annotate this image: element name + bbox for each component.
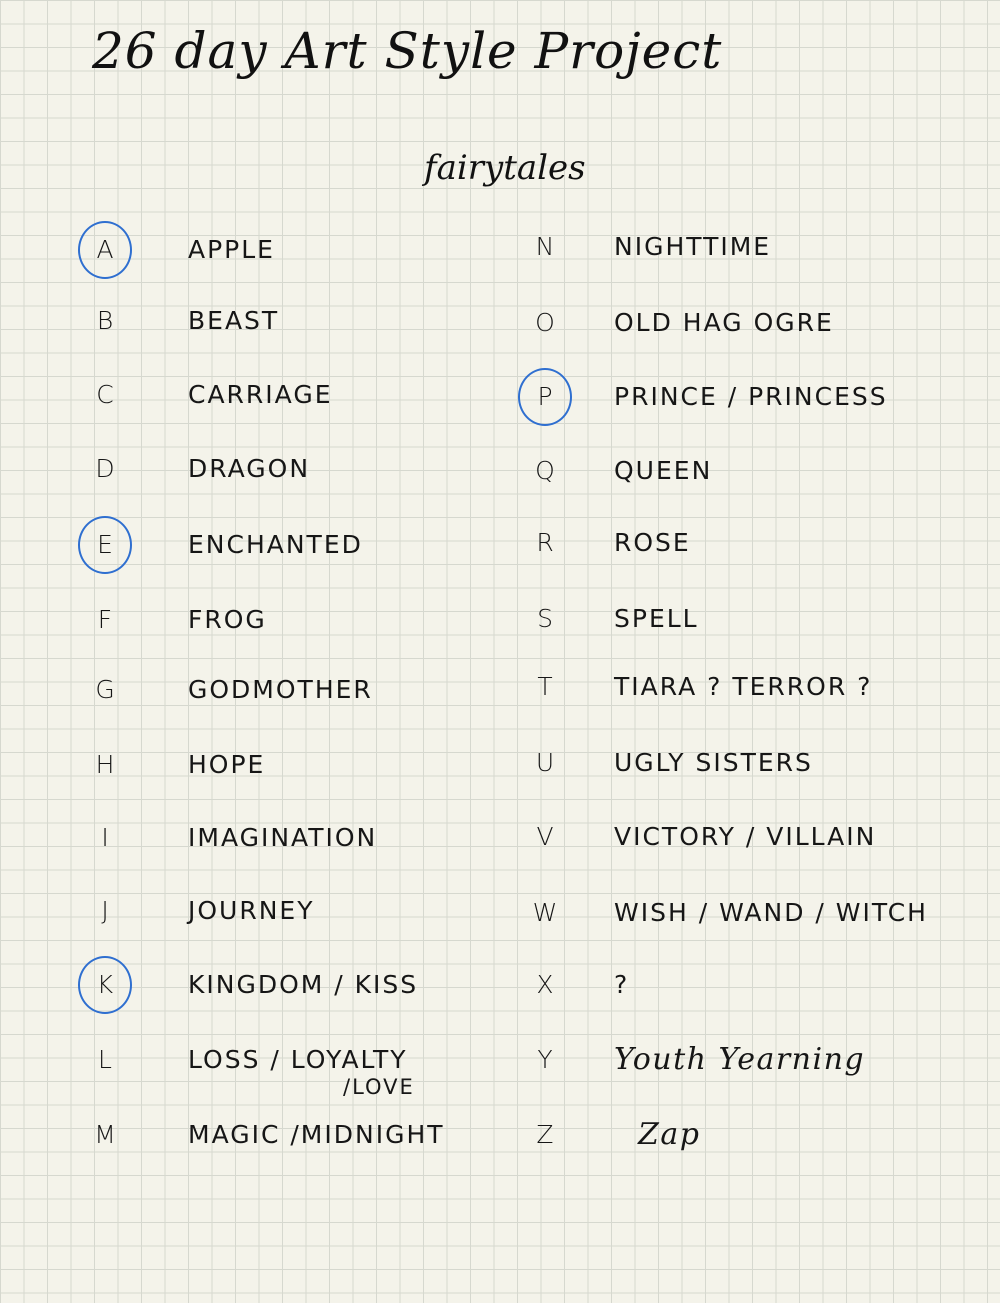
page-subtitle: fairytales	[424, 148, 586, 188]
list-word: NIGHTTIME	[614, 232, 772, 261]
page-title: 26 day Art Style Project	[92, 22, 723, 80]
list-letter: E	[97, 530, 113, 559]
list-word: GODMOTHER	[188, 675, 373, 704]
list-letter: J	[101, 896, 109, 925]
list-word: BEAST	[188, 306, 280, 335]
list-word-continuation: /LOVE	[343, 1075, 415, 1099]
list-word: VICTORY / VILLAIN	[614, 822, 877, 851]
list-letter: R	[536, 528, 554, 557]
list-word: FROG	[188, 605, 267, 634]
list-word: UGLY SISTERS	[614, 748, 813, 777]
list-word: MAGIC /MIDNIGHT	[188, 1120, 445, 1149]
list-letter: W	[532, 898, 558, 927]
list-word: PRINCE / PRINCESS	[614, 382, 888, 411]
list-letter: Z	[536, 1120, 554, 1149]
list-letter: M	[94, 1120, 116, 1149]
list-letter: G	[95, 675, 115, 704]
list-word: CARRIAGE	[188, 380, 333, 409]
list-letter: T	[537, 672, 553, 701]
list-letter: S	[537, 604, 553, 633]
list-letter: F	[97, 605, 113, 634]
list-word: OLD HAG OGRE	[614, 308, 834, 337]
list-letter: I	[101, 823, 109, 852]
list-word: TIARA ? TERROR ?	[614, 672, 873, 701]
list-word: KINGDOM / KISS	[188, 970, 419, 999]
list-word: SPELL	[614, 604, 699, 633]
list-word: WISH / WAND / WITCH	[614, 898, 928, 927]
list-letter: X	[536, 970, 554, 999]
list-word: ROSE	[614, 528, 691, 557]
list-letter: K	[96, 970, 114, 999]
list-word: ENCHANTED	[188, 530, 363, 559]
list-letter: D	[95, 454, 115, 483]
list-letter: Q	[535, 456, 555, 485]
list-word: DRAGON	[188, 454, 311, 483]
list-word: ?	[614, 970, 630, 999]
list-word: JOURNEY	[188, 896, 315, 925]
list-letter: Y	[537, 1045, 553, 1074]
list-word: LOSS / LOYALTY	[188, 1045, 408, 1074]
list-letter: L	[98, 1045, 112, 1074]
list-letter: P	[537, 382, 553, 411]
list-word: QUEEN	[614, 456, 713, 485]
list-letter: O	[535, 308, 555, 337]
list-word: IMAGINATION	[188, 823, 378, 852]
list-letter: U	[535, 748, 555, 777]
list-letter: C	[96, 380, 114, 409]
list-word: Zap	[638, 1117, 701, 1152]
list-letter: B	[96, 306, 114, 335]
list-letter: A	[96, 235, 114, 264]
list-letter: N	[535, 232, 555, 261]
list-letter: H	[95, 750, 115, 779]
list-word: HOPE	[188, 750, 266, 779]
list-letter: V	[536, 822, 554, 851]
list-word: APPLE	[188, 235, 275, 264]
list-word: Youth Yearning	[614, 1042, 866, 1077]
